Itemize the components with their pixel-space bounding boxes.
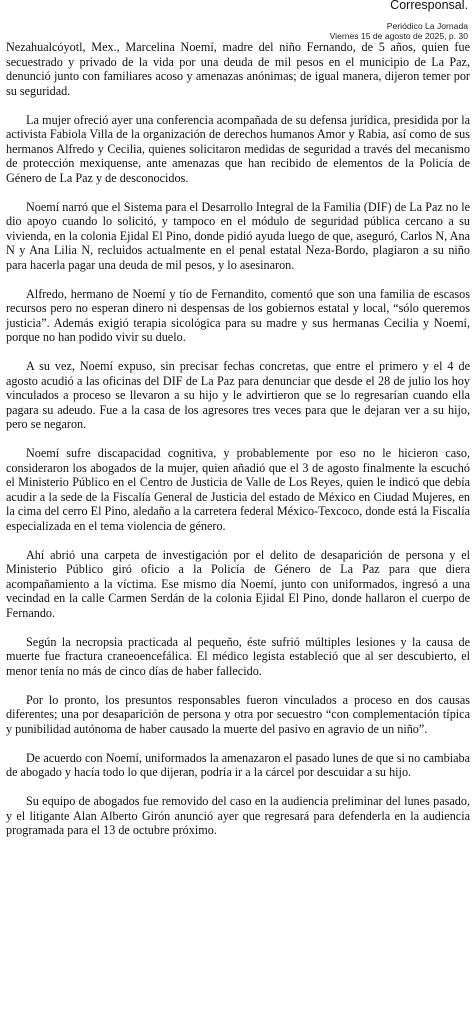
paragraph-11: Su equipo de abogados fue removido del caso en la audiencia preliminar del lunes pasado, y el litigante Alan Alberto Girón anunció ayer que regresará para defenderla en la audiencia programada para el 13 de octubre próximo. xyxy=(6,794,470,837)
paragraph-3: Noemí narró que el Sistema para el Desarrollo Integral de la Familia (DIF) de La Paz no le dio apoyo cuando lo solicitó, y tampoco en el módulo de seguridad pública cercano a su vivienda, en la colonia Ejidal El Pino, donde pidió ayuda luego de que, aseguró, Carlos N, Ana N y Ana Lilia N, recluidos actualmente en el penal estatal Neza-Bordo, plagiaron a su niño para hacerla pagar una deuda de mil pesos, y lo asesinaron. xyxy=(6,199,470,272)
paragraph-5: A su vez, Noemí expuso, sin precisar fechas concretas, que entre el primero y el 4 de agosto acudió a las oficinas del DIF de La Paz para denunciar que desde el 28 de julio los hoy vinculados a proceso se llevaron a su hijo y le advirtieron que se lo regresarían cuando ella pagara su adeudo. Fue a la casa de los agresores tres veces para que le dejaran ver a su hijo, pero se negaron. xyxy=(6,359,470,431)
paragraph-6: Noemí sufre discapacidad cognitiva, y probablemente por eso no le hicieron caso, consideraron los abogados de la mujer, quien añadió que el 3 de agosto finalmente la escuchó el Ministerio Público en el Centro de Justicia de Valle de Los Reyes, quien le indicó que debía acudir a la sede de la Fiscalía General de Justicia del estado de México en Ciudad Mujeres, en la cima del cerro El Pino, aledaño a la carretera federal México-Texcoco, donde está la Fiscalía especializada en el tema violencia de género. xyxy=(6,446,470,533)
paragraph-4: Alfredo, hermano de Noemí y tío de Fernandito, comentó que son una familia de escasos recursos pero no esperan dinero ni despensas de los gobiernos estatal y local, “sólo queremos justicia”. Además exigió terapia sicológica para su madre y sus hermanas Cecilia y Noemí, porque no han podido vivir su duelo. xyxy=(6,286,470,344)
article-header xyxy=(330,0,468,41)
source-name: Periódico La Jornada xyxy=(386,21,468,31)
byline: Corresponsal. xyxy=(390,0,468,12)
paragraph-2: La mujer ofreció ayer una conferencia acompañada de su defensa jurídica, presidida por la activista Fabiola Villa de la organización de derechos humanos Amor y Rabia, así como de sus hermanos Alfredo y Cecilia, quienes solicitaron medidas de seguridad a través del mecanismo de protección mexiquense, ante amenazas que han recibido de elementos de la Policía de Género de La Paz y de desconocidos. xyxy=(6,112,470,185)
paragraph-10: De acuerdo con Noemí, uniformados la amenazaron el pasado lunes de que si no cambiaba de abogado y hacía todo lo que dijeran, podría ir a la cárcel por descuidar a su hijo. xyxy=(6,750,470,779)
article-body xyxy=(6,40,470,852)
paragraph-1: Nezahualcóyotl, Mex., Marcelina Noemí, madre del niño Fernando, de 5 años, quien fue secuestrado y privado de la vida por una deuda de mil pesos en el municipio de La Paz, denunció junto con familiares acoso y amenazas anónimas; de igual manera, dijeron temer por su seguridad. xyxy=(6,40,470,98)
paragraph-7: Ahí abrió una carpeta de investigación por el delito de desaparición de persona y el Ministerio Público giró oficio a la Policía de Género de La Paz para que diera acompañamiento a la víctima. Ese mismo día Noemí, junto con uniformados, ingresó a una vecindad en la calle Carmen Serdán de la colonia Ejidal El Pino, donde hallaron el cuerpo de Fernando. xyxy=(6,547,470,620)
paragraph-9: Por lo pronto, los presuntos responsables fueron vinculados a proceso en dos causas diferentes; una por desaparición de persona y otra por secuestro “con complementación típica y punibilidad autónoma de haber causado la muerte del pasivo en agravio de un niño”. xyxy=(6,692,470,736)
source-date: Viernes 15 de agosto de 2025, p. 30 xyxy=(329,31,468,41)
paragraph-8: Según la necropsia practicada al pequeño, éste sufrió múltiples lesiones y la causa de muerte fue fractura craneoencefálica. El médico legista estableció que al ser descubierto, el menor tenía no más de cinco días de haber fallecido. xyxy=(6,634,470,678)
